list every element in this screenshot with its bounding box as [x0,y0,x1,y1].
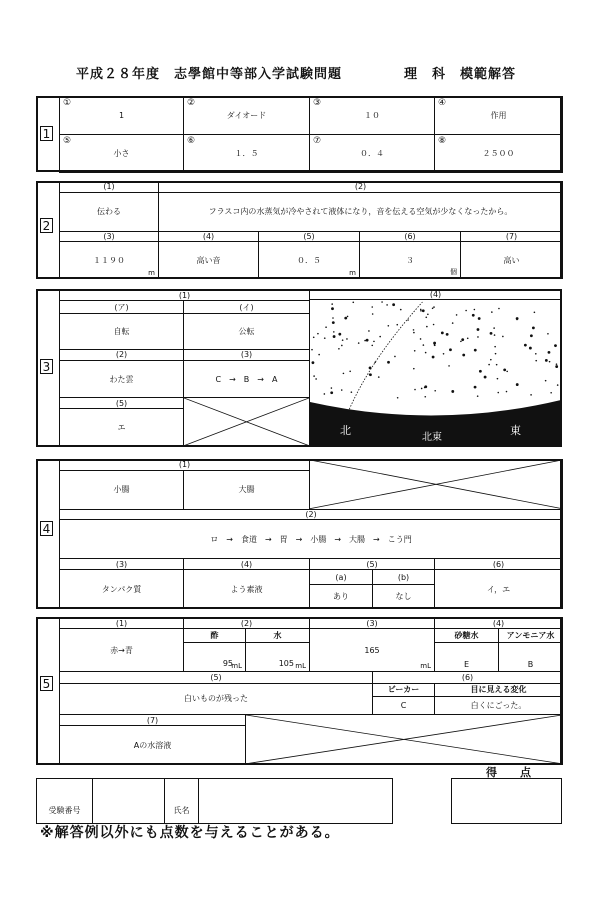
star-dot [490,359,492,361]
star-dot [392,303,395,306]
answer-cell: イ，エ [435,570,563,609]
star-dot [477,336,479,338]
answer-cell: E [435,642,499,671]
star-dot [414,350,416,352]
section-1-number: 1 [40,126,53,141]
answer-cell: よう素液 [184,570,310,609]
star-dot [535,353,537,355]
answer-cell: 公転 [184,314,310,349]
star-dot [333,335,336,338]
star-dot [346,338,348,340]
answer-cell: タンパク質 [60,570,184,609]
star-dot [490,332,493,335]
star-dot [550,392,552,394]
section-2-number: 2 [40,218,53,233]
star-dot [488,364,490,366]
star-dot [407,319,409,321]
star-dot [477,395,479,397]
star-dot [452,322,454,324]
star-dot [497,392,499,394]
star-dot [324,393,326,395]
star-dot [479,370,482,373]
star-dot [456,314,458,316]
answer-cell: Aの水溶液 [60,726,246,765]
star-dot [502,336,504,338]
star-dot [396,324,398,326]
star-dot [331,307,334,310]
star-dot [530,334,533,337]
star-dot [317,333,319,335]
star-dot [413,329,415,331]
star-dot [494,346,496,348]
star-dot [338,348,340,350]
star-dot [422,309,425,312]
star-dot [496,364,498,366]
answer-cell: ０．５ m [259,242,360,279]
star-dot [467,338,469,340]
star-dot [535,360,537,362]
answer-cell: 大腸 [184,470,310,509]
star-dot [433,324,435,326]
star-dot [524,344,527,347]
star-dot [400,309,402,311]
answer-cell: ３ 個 [360,242,461,279]
star-dot [331,303,333,305]
horizon-label: 東 [510,424,521,438]
star-dot [433,306,435,308]
star-dot [386,304,388,306]
star-dot [474,309,476,311]
star-dot [379,336,381,338]
star-dot [506,391,508,393]
section-4-number: 4 [40,521,53,536]
star-dot [423,344,425,346]
star-dot [534,312,536,314]
star-dot [341,345,343,347]
horizon-label: 北東 [422,432,442,444]
exam-info-table [36,778,393,824]
answer-cell: 伝わる [60,192,159,231]
star-dot [420,310,422,312]
star-chart-cell [310,300,562,447]
star-dot [330,391,333,394]
star-dot [311,349,313,351]
section-5-table: (1) (2) (3) (4) 赤→青 酢 水 165 mL 砂糖水 アンモニア水 95 mL 105 mL E B (5) (6) 白いものが残った ビーカー 目に見える変化 C 白くにごった。 (7) Aの水溶液 [59,617,563,765]
star-dot [425,352,427,354]
star-dot [427,314,429,316]
star-dot [462,354,465,357]
star-dot [477,328,480,331]
star-dot [472,314,475,317]
answer-cell: 高い [461,242,563,279]
star-dot [424,385,427,388]
star-dot [413,368,415,370]
star-dot [532,327,535,330]
exam-title: 平成２８年度 志學館中等部入学試験問題 [76,67,343,82]
answer-cell: ロ → 食道 → 胃 → 小腸 → 大腸 → こう門 [60,520,563,559]
star-dot [493,327,495,329]
star-dot [312,361,315,364]
star-dot [372,313,374,315]
star-dot [432,308,434,310]
crossed-out-cell [246,715,563,765]
star-dot [387,361,390,364]
exam-number-field[interactable] [93,779,165,824]
star-dot [381,301,383,303]
star-dot [557,384,559,386]
answer-cell: 白いものが残った [60,683,373,715]
star-dot [497,378,499,380]
star-dot [371,345,373,347]
answer-cell: エ [60,409,184,447]
star-dot [352,302,354,304]
star-dot [318,354,320,356]
star-dot [338,333,341,336]
star-dot [413,332,415,334]
section-5-number: 5 [40,676,53,691]
footnote: ※解答例以外にも点数を与えることがある。 [40,825,340,841]
answer-cell: フラスコ内の水蒸気が冷やされて液体になり，音を伝える空気が少なくなったから。 [159,192,563,231]
answer-cell: あり [310,585,373,609]
star-dot [474,349,477,352]
star-dot [503,369,506,372]
star-dot [451,390,454,393]
crossed-out-cell [184,398,310,447]
star-dot [545,359,548,362]
star-dot [420,309,422,311]
label: (2) [159,182,563,193]
star-dot [498,308,500,310]
score-box[interactable] [451,778,562,824]
answer-cell: ⑦ ０．４ [310,135,435,173]
star-dot [333,331,335,333]
star-dot [421,388,423,390]
star-dot [474,386,477,389]
star-dot [342,339,344,341]
star-dot [325,326,327,328]
answer-cell: ③ １０ [310,97,435,135]
name-field[interactable] [199,779,393,824]
answer-cell: ⑧ ２５００ [435,135,563,173]
section-3-number: 3 [40,359,53,374]
star-path-line [348,302,422,412]
section-3-q4: (4) 北 北東 東 [309,289,562,447]
star-dot [366,339,369,342]
star-dot [495,353,497,355]
star-dot [397,397,399,399]
star-dot [554,344,557,347]
subject-title: 理 科 模範解答 [404,67,517,82]
section-3-table: (1) (ア) (イ) 自転 公転 (2) (3) わた雲 C → B → A (5) エ [59,289,310,447]
star-dot [484,376,487,379]
star-dot [369,374,371,376]
star-dot [371,306,373,308]
star-dot [368,330,370,332]
star-dot [516,383,519,386]
answer-cell: 小腸 [60,470,184,509]
star-dot [461,338,464,341]
star-dot [369,367,372,370]
star-dot [343,373,345,375]
star-dot [516,319,518,321]
star-dot [378,376,380,378]
star-dot [388,325,390,327]
star-dot [478,317,481,320]
star-dot [491,311,493,313]
crossed-out-cell [310,460,563,510]
star-dot [414,389,416,391]
label: (1) [60,182,159,193]
star-dot [448,365,450,367]
section-1-table [59,96,563,173]
star-dot [347,316,349,318]
answer-cell: 105 mL [246,642,310,671]
star-dot [315,378,317,380]
answer-cell: わた雲 [60,360,184,398]
answer-cell: 白くにごった。 [435,697,563,715]
horizon-label: 北 [340,424,351,438]
star-dot [424,396,426,398]
star-dot [332,317,334,319]
star-dot [426,326,428,328]
star-dot [344,317,347,320]
score-label: 得 点 [486,766,537,779]
answer-cell: 95 mL [184,642,246,671]
star-dot [530,394,532,396]
star-dot [313,337,315,339]
star-dot [324,337,326,339]
star-dot [331,387,333,389]
answer-cell: 自転 [60,314,184,349]
answer-cell: ⑥ １．５ [184,135,310,173]
star-dot [449,348,452,351]
star-dot [555,365,558,368]
answer-cell: ⑤ 小さ [60,135,184,173]
star-dot [351,391,353,393]
name-label: 氏名 [165,779,199,824]
star-dot [494,334,496,336]
star-dot [549,361,551,363]
star-dot [529,347,532,350]
star-dot [547,333,549,335]
answer-cell: 高い音 [159,242,259,279]
star-dot [548,351,551,354]
star-dot [506,371,508,373]
answer-cell: 赤→青 [60,629,184,672]
star-dot [374,362,376,364]
star-dot [394,356,396,358]
star-dot [460,341,462,343]
star-dot [364,340,366,342]
star-dot [545,380,547,382]
answer-cell: ② ダイオード [184,97,310,135]
answer-cell: C → B → A [184,360,310,398]
star-dot [441,332,444,335]
star-dot [425,317,427,319]
answer-cell: 165 mL [310,629,435,672]
star-dot [465,310,467,312]
star-dot [434,345,436,347]
star-dot [341,389,343,391]
answer-cell: B [499,642,563,671]
star-dot [433,342,436,345]
star-dot [349,371,351,373]
star-dot [556,363,558,365]
answer-cell: C [373,697,435,715]
answer-cell: １１９０ m [60,242,159,279]
star-dot [373,341,375,343]
exam-number-label: 受験番号 [37,779,93,824]
star-dot [443,353,445,355]
star-dot [332,321,335,324]
section-4-table: (1) 小腸 大腸 (2) ロ → 食道 → 胃 → 小腸 → 大腸 → こう門 (3) (4) (5) (6) タンパク質 よう素液 (a) (b) イ，エ あり なし [59,459,563,609]
star-dot [313,375,315,377]
answer-cell: なし [373,585,435,609]
star-dot [434,390,436,392]
star-dot [446,333,449,336]
answer-cell: ④ 作用 [435,97,563,135]
star-dot [420,338,422,340]
answer-cell: ① 1 [60,97,184,135]
star-dot [358,342,360,344]
section-2-table: (1) (2) 伝わる フラスコ内の水蒸気が冷やされて液体になり，音を伝える空気が少なくなったから。 (3) (4) (5) (6) (7) １１９０ m 高い音 ０．５ m ３ 個 高い [59,181,563,279]
star-dot [432,356,435,359]
